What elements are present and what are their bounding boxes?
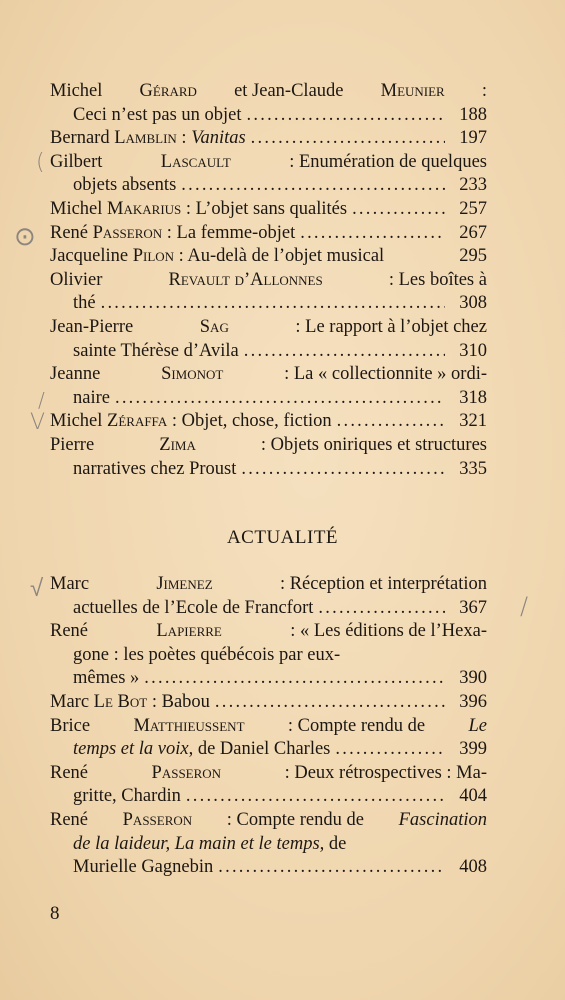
toc-line [50, 809, 487, 833]
toc-line [50, 833, 487, 857]
author-surname: Gérard [139, 81, 197, 101]
entry-text: : Babou [147, 691, 210, 712]
toc-line [50, 762, 487, 786]
dot-leader [186, 785, 445, 809]
entry-text: actuelles de l’Ecole de Francfort [73, 597, 314, 618]
italic-title-text: temps et la voix [73, 739, 189, 760]
toc-line [50, 410, 487, 434]
entry-text: thé [73, 293, 96, 314]
author-surname: Zima [159, 434, 196, 455]
entry-text: : La femme-objet [162, 222, 296, 243]
entry-text: : Objets oniriques et structures [260, 434, 487, 455]
entry-text: Jean-Pierre [50, 316, 134, 337]
page-reference: 188 [459, 104, 487, 125]
page-reference: 310 [459, 340, 487, 361]
pencil-circle-mark: ⊙ [14, 222, 36, 252]
entry-text: mêmes » [73, 668, 140, 689]
entry-text: : Les boîtes à [388, 269, 487, 290]
entry-text: : Réception et interprétation [279, 574, 487, 594]
toc-line [50, 856, 487, 880]
author-surname: Meunier [380, 81, 445, 101]
entry-text: Gilbert [50, 151, 103, 172]
entry-title [50, 127, 246, 151]
dot-leader [352, 198, 445, 222]
entry-title [73, 738, 330, 762]
toc-entry [50, 245, 487, 269]
entry-text: Michel [50, 411, 108, 432]
entry-text: Jacqueline [50, 246, 133, 267]
entry-title [50, 222, 295, 246]
entry-text: René [50, 809, 89, 830]
author-surname: Pilon [132, 246, 175, 267]
entry-text: : Compte rendu de [226, 809, 364, 830]
author-surname: Sag [199, 316, 229, 337]
toc-entry [50, 80, 487, 127]
page-reference: 318 [459, 387, 487, 408]
author-surname: Matthieussent [133, 715, 245, 736]
entry-text: Michel [50, 198, 108, 219]
italic-title-text: Le [468, 715, 487, 736]
toc-line [50, 174, 487, 198]
pencil-check-mark: V [30, 410, 46, 435]
toc-entry [50, 316, 487, 363]
author-surname: Zéraffa [107, 411, 168, 432]
entry-text: Ceci n’est pas un objet [73, 104, 242, 125]
dot-leader [144, 667, 445, 691]
toc-line [50, 620, 487, 644]
entry-text: : Objet, chose, fiction [167, 411, 332, 432]
entry-text: : « Les éditions de l’Hexa- [290, 621, 487, 642]
entry-text: Pierre [50, 434, 95, 455]
entry-text: Marc [50, 574, 90, 594]
page-reference: 396 [459, 691, 487, 712]
page-reference: 367 [459, 597, 487, 618]
toc-entry [50, 573, 487, 620]
entry-title [73, 340, 239, 364]
author-surname: Revault d’Allonnes [168, 269, 323, 290]
entry-title [73, 458, 236, 482]
entry-text: : Au-delà de l’objet musical [174, 246, 385, 267]
entry-title [73, 644, 340, 668]
toc-line [50, 458, 487, 482]
author-surname: Lamblin [114, 128, 177, 149]
toc-entry [50, 434, 487, 481]
toc-line [50, 292, 487, 316]
toc-entry [50, 269, 487, 316]
toc-entry [50, 222, 487, 246]
toc-line [50, 104, 487, 128]
entry-text: Michel [50, 81, 103, 101]
dot-leader [215, 691, 445, 715]
entry-text: René [50, 222, 93, 243]
entry-text: gritte, Chardin [73, 786, 181, 807]
italic-title-text: de la laideur, La main et le temps, [73, 833, 325, 854]
pencil-check-mark: √ [30, 574, 44, 602]
page-number: 8 [50, 903, 60, 924]
entry-title [73, 667, 139, 691]
toc-line [50, 738, 487, 762]
toc-entry [50, 762, 487, 809]
toc-entry [50, 363, 487, 410]
entry-title [50, 198, 347, 222]
dot-leader [218, 856, 445, 880]
entry-text: : La « collectionnite » ordi- [284, 364, 487, 385]
entry-text: Murielle Gagnebin [73, 857, 214, 878]
entry-title [73, 856, 213, 880]
entry-text: : Enumération de quelques [289, 151, 487, 172]
author-surname: Makarius [107, 198, 182, 219]
toc-line [50, 222, 487, 246]
page-reference: 233 [459, 175, 487, 196]
entry-text: Marc [50, 691, 94, 712]
entry-text: René [50, 762, 89, 783]
entry-title [50, 245, 384, 269]
toc-line [50, 316, 487, 340]
toc-line [50, 198, 487, 222]
entry-text: Olivier [50, 269, 103, 290]
toc-line [50, 434, 487, 458]
italic-title-text: Fascination [398, 809, 487, 830]
entry-text: : Compte rendu de [287, 715, 426, 736]
dot-leader [335, 738, 445, 762]
entry-title [73, 104, 242, 128]
author-surname: Le Bot [93, 691, 148, 712]
entry-text: Brice [50, 715, 91, 736]
entry-title [73, 387, 110, 411]
entry-text: : Le rapport à l’objet chez [295, 316, 487, 337]
pencil-slash-mark: / [520, 592, 529, 620]
entry-text: : Deux rétrospectives : Ma- [284, 762, 487, 783]
dot-leader [115, 387, 445, 411]
toc-line [50, 151, 487, 175]
page-reference: 321 [459, 411, 487, 432]
page-reference: 335 [459, 458, 487, 479]
entry-title [50, 691, 210, 715]
table-of-contents-actualite [50, 573, 487, 880]
toc-line [50, 127, 487, 151]
entry-text: gone : les poètes québécois par eux- [73, 644, 341, 665]
toc-entry [50, 198, 487, 222]
page-reference: 295 [459, 246, 487, 267]
dot-leader [337, 410, 445, 434]
table-of-contents-main [50, 80, 487, 481]
author-surname: Passeron [151, 762, 222, 783]
author-surname: Passeron [122, 809, 193, 830]
dot-leader [244, 340, 445, 364]
dot-leader [318, 597, 445, 621]
toc-line [50, 269, 487, 293]
toc-line [50, 644, 487, 668]
page-reference: 390 [459, 668, 487, 689]
dot-leader [181, 174, 445, 198]
dot-leader [300, 222, 445, 246]
pencil-slash-mark: / [38, 388, 45, 412]
toc-entry [50, 620, 487, 691]
page-reference: 408 [459, 857, 487, 878]
toc-entry [50, 691, 487, 715]
entry-text: : [176, 128, 192, 149]
entry-text: : L’objet sans qualités [181, 198, 348, 219]
entry-title [73, 174, 176, 198]
entry-text: naire [73, 387, 110, 408]
page-reference: 257 [459, 198, 487, 219]
page-reference: 399 [459, 739, 487, 760]
page-reference: 308 [459, 293, 487, 314]
entry-title [73, 597, 313, 621]
toc-line [50, 715, 487, 739]
dot-leader [247, 104, 445, 128]
toc-entry [50, 715, 487, 762]
toc-line [50, 597, 487, 621]
entry-text: , de Daniel Charles [188, 739, 331, 760]
author-surname: Lascault [160, 151, 231, 172]
toc-entry [50, 410, 487, 434]
page-reference: 197 [459, 128, 487, 149]
toc-line [50, 573, 487, 597]
italic-title-text: Vanitas [191, 128, 246, 149]
entry-text: objets absents [73, 175, 177, 196]
toc-entry [50, 809, 487, 880]
author-surname: Simonot [161, 364, 224, 385]
toc-line [50, 667, 487, 691]
toc-line [50, 245, 487, 269]
pencil-bracket-mark: ( [36, 150, 45, 175]
entry-title [73, 785, 181, 809]
entry-text: et Jean-Claude [234, 81, 344, 101]
toc-line [50, 691, 487, 715]
toc-line [50, 785, 487, 809]
entry-text: Bernard [50, 128, 115, 149]
dot-leader [101, 292, 445, 316]
author-surname: Lapierre [156, 621, 222, 642]
author-surname: Passeron [92, 222, 163, 243]
entry-title [73, 292, 96, 316]
entry-text: de [324, 833, 347, 854]
section-title: ACTUALITÉ [226, 527, 339, 548]
entry-title [50, 410, 332, 434]
dot-leader [251, 127, 445, 151]
entry-text: sainte Thérèse d’Avila [73, 340, 239, 361]
entry-text: : [481, 81, 487, 101]
entry-text: René [50, 621, 89, 642]
author-surname: Jimenez [156, 574, 213, 594]
toc-line [50, 340, 487, 364]
entry-title [73, 833, 346, 857]
page-reference: 267 [459, 222, 487, 243]
toc-entry [50, 151, 487, 198]
toc-entry [50, 127, 487, 151]
toc-line [50, 80, 487, 104]
entry-text: narratives chez Proust [73, 458, 237, 479]
dot-leader [241, 458, 445, 482]
page-reference: 404 [459, 786, 487, 807]
entry-text: Jeanne [50, 364, 101, 385]
toc-line [50, 363, 487, 387]
toc-line [50, 387, 487, 411]
